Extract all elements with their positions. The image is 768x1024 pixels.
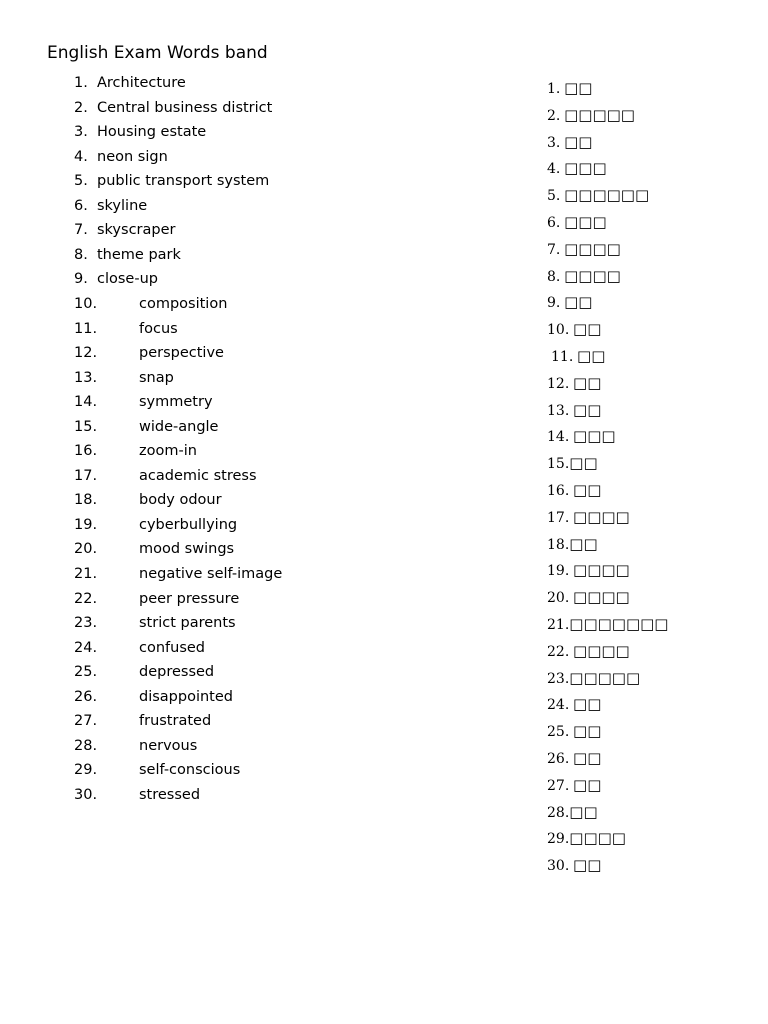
chinese-item-number: 21. — [547, 617, 570, 633]
chinese-item-number: 8. — [547, 268, 561, 285]
chinese-list-item — [547, 105, 635, 125]
chinese-item-text: □□□□ — [569, 829, 626, 848]
chinese-item-number: 4. — [547, 161, 561, 178]
chinese-list-item — [547, 266, 621, 286]
english-item-word: Architecture — [97, 75, 186, 91]
chinese-item-text: □□ — [573, 749, 602, 767]
english-item-word: skyscraper — [97, 222, 176, 239]
page-title: English Exam Words band — [47, 43, 268, 63]
chinese-item-number: 6. — [547, 215, 561, 231]
english-item-number: 1. — [74, 75, 88, 91]
english-item-number: 14. — [74, 394, 98, 411]
chinese-item-text: □□□ — [573, 427, 616, 446]
chinese-item-number: 25. — [547, 724, 570, 741]
chinese-item-text: □□□□ — [573, 588, 630, 607]
english-item-word: frustrated — [139, 713, 212, 730]
english-item-number: 11. — [74, 320, 98, 337]
chinese-list-item — [547, 694, 601, 714]
english-item-word: zoom-in — [139, 443, 197, 460]
english-item-word: negative self-image — [139, 566, 283, 582]
chinese-item-text: □□ — [573, 373, 602, 392]
english-item-number: 8. — [74, 246, 88, 263]
chinese-list-item — [547, 748, 601, 768]
english-item-number: 10. — [74, 295, 98, 312]
english-item-number: 9. — [74, 271, 88, 288]
english-item-number: 3. — [74, 124, 88, 141]
english-item-word: symmetry — [139, 394, 213, 411]
english-item-number: 7. — [74, 222, 88, 239]
english-item-word: peer pressure — [139, 590, 240, 607]
english-item-number: 26. — [74, 688, 98, 705]
chinese-list-item — [547, 507, 630, 527]
chinese-item-text: □□ — [573, 856, 602, 875]
chinese-item-text: □□ — [573, 695, 602, 714]
chinese-item-number: 14. — [547, 429, 570, 446]
english-item-word: confused — [139, 639, 206, 656]
chinese-item-text: □□ — [573, 320, 602, 339]
english-item-word: Housing estate — [97, 124, 207, 141]
chinese-item-text: □□□□ — [573, 561, 630, 580]
english-item-number: 29. — [74, 762, 98, 779]
english-item-number: 28. — [74, 737, 98, 754]
english-item-word: Central business district — [97, 99, 273, 116]
chinese-list-item — [547, 828, 626, 848]
chinese-list-item — [547, 292, 592, 312]
english-item-number: 23. — [74, 615, 98, 632]
chinese-list-item — [547, 319, 601, 339]
english-item-number: 24. — [74, 639, 98, 656]
chinese-item-number: 29. — [547, 831, 570, 848]
chinese-list-item — [547, 426, 616, 446]
chinese-list-item — [547, 400, 601, 420]
chinese-item-text: □□ — [573, 481, 602, 499]
english-item-word: mood swings — [139, 541, 235, 558]
chinese-item-number: 18. — [547, 536, 570, 553]
chinese-list-item — [547, 855, 601, 875]
english-item-number: 13. — [74, 369, 98, 386]
chinese-list-item — [547, 239, 621, 259]
chinese-item-text: □□ — [564, 79, 593, 97]
chinese-item-text: □□□□□ — [569, 668, 641, 687]
english-item-word: perspective — [139, 345, 224, 362]
chinese-item-text: □□ — [569, 802, 598, 821]
chinese-item-number: 11. — [551, 349, 574, 365]
chinese-item-number: 27. — [547, 777, 570, 794]
chinese-item-text: □□□□ — [564, 239, 621, 258]
english-item-word: depressed — [139, 664, 215, 681]
chinese-item-text: □□ — [573, 775, 602, 794]
english-item-word: academic stress — [139, 467, 257, 484]
english-item-number: 12. — [74, 345, 98, 362]
chinese-item-number: 24. — [547, 697, 570, 714]
chinese-item-number: 22. — [547, 643, 570, 660]
chinese-item-text: □□□□□ — [564, 105, 635, 124]
chinese-item-number: 3. — [547, 134, 561, 151]
chinese-item-number: 12. — [547, 375, 570, 392]
chinese-list-item — [547, 560, 630, 580]
chinese-list-item — [547, 614, 668, 634]
chinese-item-number: 7. — [547, 241, 561, 258]
chinese-list-item — [547, 373, 601, 393]
chinese-list-item — [547, 721, 601, 741]
chinese-list-item — [547, 158, 607, 178]
english-item-word: stressed — [139, 786, 201, 803]
english-item-word: strict parents — [139, 615, 236, 632]
english-item-number: 27. — [74, 713, 98, 730]
chinese-list-item — [547, 668, 640, 688]
chinese-item-text: □□ — [573, 400, 602, 419]
english-item-word: cyberbullying — [139, 516, 238, 533]
english-item-number: 5. — [74, 173, 88, 190]
chinese-item-text: □□□ — [564, 159, 607, 178]
chinese-item-number: 23. — [547, 670, 570, 687]
english-item-word: body odour — [139, 492, 222, 509]
chinese-item-number: 9. — [547, 295, 561, 312]
chinese-item-text: □□□□ — [573, 641, 630, 660]
english-item-number: 6. — [74, 197, 88, 214]
chinese-item-number: 30. — [547, 858, 570, 875]
english-item-number: 20. — [74, 541, 98, 558]
english-item-number: 15. — [74, 418, 98, 435]
english-item-word: nervous — [139, 737, 198, 754]
english-item-number: 18. — [74, 492, 98, 509]
chinese-item-text: □□□□□□ — [564, 186, 650, 205]
english-item-word: public transport system — [97, 173, 270, 190]
english-item-word: theme park — [97, 246, 181, 263]
english-item-number: 22. — [74, 590, 98, 607]
english-item-word: composition — [139, 295, 228, 312]
chinese-list-item — [547, 534, 598, 554]
chinese-item-number: 17. — [547, 509, 570, 526]
chinese-item-number: 20. — [547, 590, 570, 607]
english-item-number: 17. — [74, 467, 98, 484]
english-item-word: wide-angle — [139, 418, 219, 435]
chinese-list-item — [547, 480, 601, 500]
chinese-list-item — [547, 78, 592, 98]
chinese-item-number: 13. — [547, 402, 570, 419]
english-item-number: 4. — [74, 148, 88, 165]
english-item-number: 25. — [74, 664, 98, 681]
chinese-item-text: □□□□□□□ — [569, 615, 669, 633]
chinese-list-item — [547, 132, 592, 152]
english-item-word: close-up — [97, 271, 158, 288]
chinese-item-text: □□□□ — [573, 507, 630, 526]
chinese-item-text: □□ — [564, 132, 593, 151]
chinese-item-text: □□ — [569, 534, 598, 553]
chinese-item-number: 26. — [547, 751, 570, 767]
chinese-item-text: □□ — [577, 347, 606, 365]
chinese-item-text: □□ — [569, 454, 598, 473]
chinese-item-text: □□□ — [564, 213, 607, 231]
chinese-item-number: 1. — [547, 81, 561, 97]
chinese-item-number: 28. — [547, 804, 570, 821]
chinese-list-item — [547, 453, 598, 473]
chinese-item-number: 10. — [547, 322, 570, 339]
chinese-item-number: 2. — [547, 107, 561, 124]
english-item-number: 21. — [74, 566, 98, 582]
chinese-item-number: 16. — [547, 483, 570, 499]
english-item-word: neon sign — [97, 148, 168, 165]
chinese-item-number: 15. — [547, 456, 570, 473]
english-item-word: self-conscious — [139, 762, 241, 779]
chinese-list-item — [547, 641, 630, 661]
chinese-list-item — [547, 775, 601, 795]
english-item-number: 19. — [74, 516, 98, 533]
chinese-list-item — [547, 185, 649, 205]
english-item-number: 2. — [74, 99, 88, 116]
english-item-number: 16. — [74, 443, 98, 460]
chinese-list-item — [547, 802, 598, 822]
chinese-list-item — [547, 587, 630, 607]
chinese-item-number: 19. — [547, 563, 570, 580]
english-item-word: disappointed — [139, 688, 233, 705]
english-item-number: 30. — [74, 786, 98, 803]
english-item-word: focus — [139, 320, 178, 337]
english-item-word: snap — [139, 369, 174, 386]
chinese-item-text: □□ — [564, 293, 593, 312]
english-item-word: skyline — [97, 197, 148, 214]
chinese-item-text: □□□□ — [564, 266, 621, 285]
chinese-item-text: □□ — [573, 722, 602, 741]
chinese-item-number: 5. — [547, 188, 561, 205]
chinese-list-item — [551, 346, 605, 366]
chinese-list-item — [547, 212, 607, 232]
